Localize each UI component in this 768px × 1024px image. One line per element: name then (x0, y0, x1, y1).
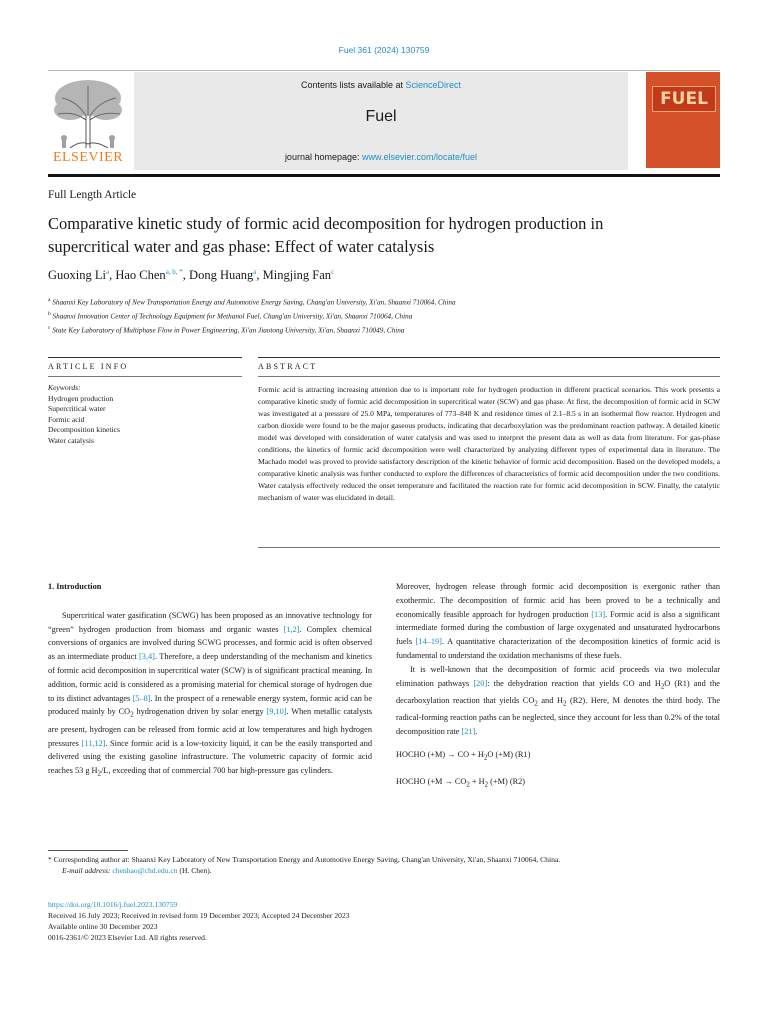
affiliation-item (48, 295, 456, 309)
author-affil-link[interactable]: a (253, 268, 257, 276)
footnote-corresponding: Corresponding author at: Shaanxi Key Laboratory of New Transportation Energy and Automotive Energy Saving, Chang'an University, Xi'an, Shaanxi 710064, China. (51, 855, 561, 864)
contents-prefix: Contents lists available at (300, 80, 406, 90)
abstract-bottom-rule (258, 547, 720, 548)
author-name: Hao Chen (115, 268, 166, 283)
journal-cover-thumbnail[interactable] (646, 72, 720, 168)
affiliation-marker: a (48, 297, 51, 303)
affiliation-marker: c (48, 324, 51, 331)
article-info-top-rule (48, 357, 242, 358)
text-run: It is well-known that the decomposition of formic acid proceeds via two molecular elimination pathways (396, 664, 720, 688)
reaction-equation-r2 (396, 775, 720, 792)
article-type: Full Length Article (48, 189, 137, 201)
text-run: O (+M) (R1) (487, 750, 531, 760)
contents-available-line (134, 80, 628, 90)
subscript: 2 (534, 700, 538, 708)
abstract-top-rule (258, 357, 720, 358)
text-run: O (R1) and the decarboxylation reaction that yields CO (396, 678, 720, 706)
received-dates: Received 16 July 2023; Received in revised form 19 December 2023; Accepted 24 December 2023 (48, 911, 350, 920)
abstract-text: Formic acid is attracting increasing attention due to is important role for hydrogen production in different practical scenarios. This work presents a comparative kinetic study of formic acid decomposition in supercritical water (SCW) and gas phase. At first, the decomposition of formic acid in SCW was investigated at a pressure of 25.0 MPa, temperatures of 773–848 K and residence times of 2.1–8.5 s in an isothermal flow reactor. Hydrogen and carbon dioxide were found to be the major gaseous products, indicating that decarboxylation was the predominant reaction pathway. A detailed kinetic model was developed with consideration of water catalysis and was used to interpret the present data as well as data from literature. For gas-phase conditions, the kinetics of formic acid decomposition were well characterized by analyzing different types of experimental data in literature. The Machado model was proved to provide satisfactory description of the kinetic behavior of formic acid decomposition. Based on the developed models, a comparative kinetic analysis was further conducted to explore the differences of characteristics of formic acid decomposition under the two conditions. Water catalysis effectively reduced the onset temperature and facilitated the reaction rate for formic acid decomposition in SCW. Finally, the catalytic mechanism of water was elucidated in detail. (258, 385, 720, 502)
subscript: 2 (130, 712, 134, 720)
email-label: E-mail address: (62, 866, 113, 875)
affiliation-text: Shaanxi Innovation Center of Technology Equipment for Methanol Fuel, Chang'an University, Xi'an, Shaanxi 710064, China (52, 312, 413, 321)
email-suffix: (H. Chen). (177, 866, 212, 875)
author-name: Mingjing Fan (262, 268, 332, 283)
author-name: Dong Huang (189, 268, 254, 283)
citation-link[interactable]: [3,4] (139, 652, 155, 662)
journal-homepage-line (134, 152, 628, 162)
corresponding-author-footnote (48, 854, 720, 876)
text-run: . Complex chemical conversions of organics are involved during SCWG processes, and formic acid is often observed as an intermediate product (48, 624, 372, 662)
subscript: 2 (483, 754, 488, 762)
keywords-label: Keywords: (48, 383, 81, 392)
text-run: : the dehydration reaction that yields CO and H (487, 678, 661, 688)
affiliation-marker: b (48, 310, 51, 317)
doi-link[interactable]: https://doi.org/10.1016/j.fuel.2023.130759 (48, 900, 178, 909)
body-right-column (396, 580, 720, 792)
author-list: Guoxing Li$^a$, Hao Chen$^{a, b, *}$, Dong Huang$^a$, Mingjing Fan$^c$ (48, 268, 335, 283)
homepage-prefix: journal homepage: (284, 152, 362, 162)
text-run: /L, exceeding that of commercial 700 bar high-pressure gas cylinders. (100, 766, 333, 776)
text-run: HOCHO (+M) → CO + H (396, 750, 484, 760)
article-info-heading: ARTICLE INFO (48, 362, 129, 371)
author-affil-link[interactable]: c (331, 268, 335, 276)
text-run: + H (469, 776, 485, 786)
text-run: . (475, 727, 478, 737)
text-run: hydrogenation driven by solar energy (133, 707, 267, 717)
citation-link[interactable]: [20] (473, 678, 488, 688)
text-run: and H (537, 696, 563, 706)
citation-link[interactable]: [1,2] (283, 624, 300, 634)
paragraph (396, 580, 720, 663)
text-run: . Since formic acid is a low-toxicity liquid, it can be the easily transported and delivered using the existing gasoline infrastructure. The volumetric capacity of formic acid reaches 53 g H (48, 738, 372, 776)
paragraph (396, 663, 720, 739)
author-affil-link[interactable]: a (105, 268, 110, 276)
footnote-text (48, 854, 720, 865)
masthead-bottom-rule (48, 174, 720, 177)
section-heading-introduction: 1. Introduction (48, 582, 102, 591)
affiliations (48, 295, 456, 337)
elsevier-wordmark[interactable]: ELSEVIER (52, 150, 124, 165)
keyword-item: Hydrogen production (48, 393, 114, 403)
affiliation-text: Shaanxi Key Laboratory of New Transportation Energy and Automotive Energy Saving, Chang'an University, Xi'an, Shaanxi 710064, China (52, 298, 456, 307)
citation-link[interactable]: [14–19] (415, 637, 442, 647)
citation-link[interactable]: [5–8] (132, 693, 151, 703)
text-run: . When metallic catalysts are present, hydrogen can be released from formic acid at low temperatures and high hydrogen pressures (48, 707, 373, 748)
text-run: Supercritical water gasification (SCWG) has been proposed as an innovative technology for “green” hydrogen production from biomass and organic wastes (48, 610, 372, 634)
available-online-date: Available online 30 December 2023 (48, 922, 158, 931)
citation-link[interactable]: [11,12] (81, 738, 106, 748)
affiliation-item (48, 309, 456, 323)
keyword-item: Decomposition kinetics (48, 425, 120, 435)
citation-link[interactable]: [13] (591, 609, 606, 619)
abstract-rule (258, 376, 720, 377)
keyword-item: Formic acid (48, 414, 85, 424)
keyword-item: Supercritical water (48, 404, 106, 414)
masthead-top-rule (48, 70, 720, 71)
keyword-item: Water catalysis (48, 435, 94, 445)
author-affil-link[interactable]: a, b, * (165, 268, 183, 276)
reaction-equation-r1 (396, 748, 720, 765)
text-run: . In the prospect of a renewable energy system, formic acid can be produced mainly by CO (48, 693, 372, 717)
subscript: 2 (97, 770, 101, 778)
subscript: 2 (466, 781, 470, 789)
text-run: (+M) (R2) (488, 776, 526, 786)
paragraph (48, 609, 372, 782)
text-run: HOCHO (+M → CO (396, 776, 467, 786)
email-link[interactable]: chenhao@chd.edu.cn (112, 866, 178, 875)
copyright-line: 0016-2361/© 2023 Elsevier Ltd. All rights reserved. (48, 933, 207, 942)
keywords-list (48, 383, 238, 447)
footnote-star: * (48, 855, 52, 864)
body-left-column (48, 580, 372, 782)
article-info-rule (48, 376, 242, 377)
subscript: 2 (660, 683, 665, 691)
sciencedirect-link[interactable]: ScienceDirect (405, 80, 462, 90)
text-run: . Therefore, a deep understanding of the mechanism and kinetics of formic acid decomposition in supercritical water (SCW) is of significant practical meaning. In addition, formic acid is considered as a promising material for chemical storage of hydrogen due to its distinct advantages (48, 652, 372, 703)
author-name: Guoxing Li (48, 268, 106, 283)
text-run: . A quantitative characterization of the decomposition kinetics of formic acid is fundamental to understand the oxidation mechanisms of these fuels. (396, 637, 720, 660)
citation-link[interactable]: [9,10] (266, 707, 287, 717)
subscript: 2 (562, 700, 567, 708)
journal-homepage-link[interactable]: www.elsevier.com/locate/fuel (362, 152, 478, 162)
affiliation-item (48, 323, 456, 337)
footnote-email-line (48, 865, 720, 876)
article-title: Comparative kinetic study of formic acid decomposition for hydrogen production in supercritical water and gas phase: Effect of water catalysis (48, 214, 604, 256)
abstract-heading: ABSTRACT (258, 362, 318, 371)
footnote-rule (48, 850, 128, 851)
journal-citation[interactable]: Fuel 361 (2024) 130759 (338, 45, 430, 55)
text-run: (R2). Here, M denotes the third body. The radical-forming reaction paths can be neglected, since they account for less than 0.2% of the total decomposition rate (396, 696, 721, 737)
text-run: Moreover, hydrogen release through formic acid decomposition is exergonic rather than exothermic. The decomposition of formic acid has been proved to be a technically and economically feasible approach for hydrogen production (396, 582, 720, 619)
cover-title: FUEL (652, 86, 716, 112)
article-metadata (48, 899, 720, 943)
journal-name: Fuel (365, 108, 397, 125)
subscript: 2 (484, 781, 489, 789)
text-run: . Formic acid is also a significant intermediate formed during the combustion of large oxygenated and unsaturated hydrocarbons fuels (396, 609, 720, 647)
affiliation-text: State Key Laboratory of Multiphase Flow in Power Engineering, Xi'an Jiaotong University, Xi'an, Shaanxi 710049, China (52, 326, 405, 335)
elsevier-tree-logo-icon[interactable] (50, 76, 126, 150)
citation-link[interactable]: [21] (461, 727, 476, 737)
